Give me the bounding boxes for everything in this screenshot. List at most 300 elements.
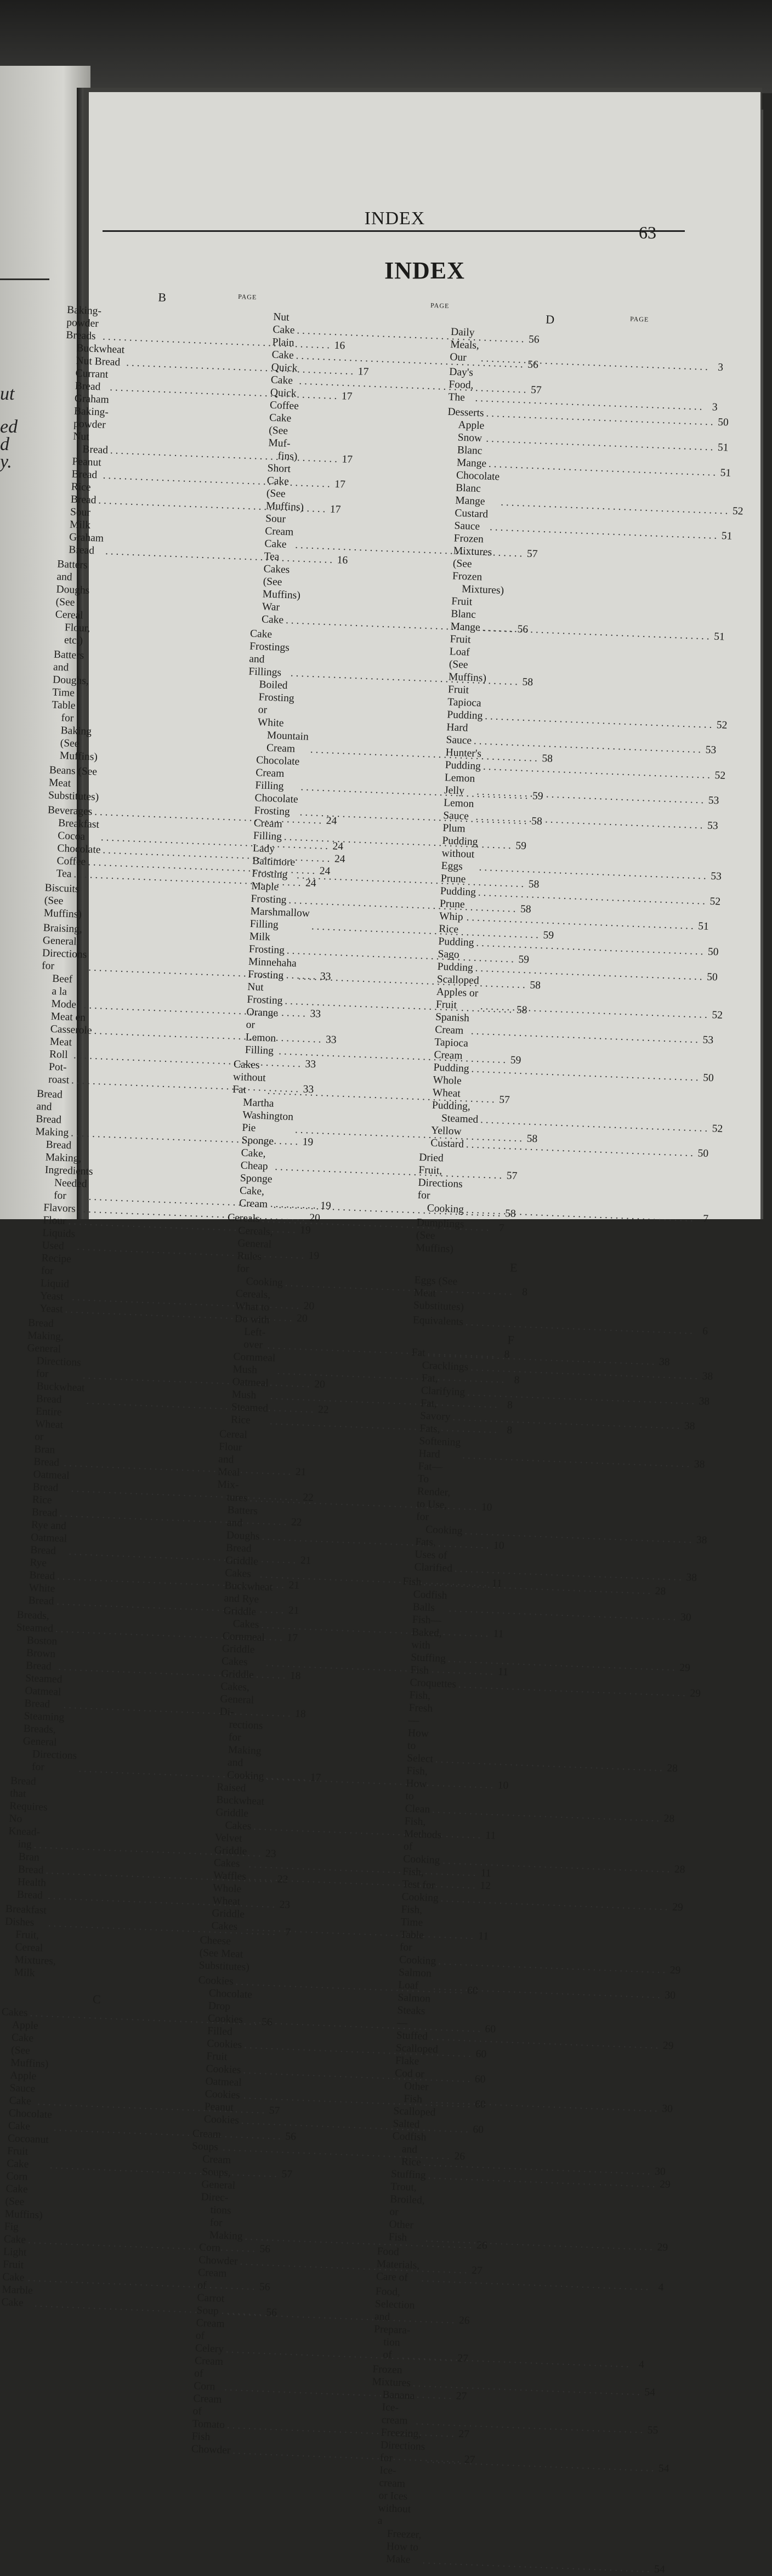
entry-title: Cream of Celery: [195, 2317, 225, 2355]
entry-title: Cakes without Fat: [232, 1058, 266, 1096]
entry-page-number: 60: [467, 1984, 479, 1997]
entry-page-number: 30: [680, 1611, 692, 1624]
entry-title: Fruit, Cereal Mixtures, Milk: [14, 1929, 56, 1979]
entry-page-number: 17: [310, 1771, 321, 1784]
entry-title: Bread Griddle Cakes: [224, 1542, 259, 1580]
entry-page-number: 11: [493, 1628, 504, 1640]
page-title: INDEX: [384, 257, 465, 284]
entry-title: Hunter's Pudding: [445, 747, 482, 772]
entry-title: Beef a la Mode: [51, 973, 77, 1011]
entry-page-number: 16: [334, 339, 345, 352]
entry-title: Dried Fruit, Directions for: [417, 1151, 463, 1202]
entry-page-number: 8: [514, 1374, 520, 1386]
entry-title: Fish, Test for Cooking: [401, 1866, 439, 1904]
index-entry: [430, 821, 722, 883]
entry-title: Entire Wheat or Bran Bread: [33, 1406, 64, 1469]
entry-title: Whole Wheat Pudding,: [432, 1074, 471, 1113]
entry-title: Oatmeal Cookies: [205, 2075, 242, 2101]
entry-title: Flavors: [43, 1202, 76, 1215]
entry-title: Whole Wheat Griddle Cakes: [211, 1882, 245, 1933]
entry-page-number: 58: [526, 1133, 538, 1145]
entry-title: Fig Cake: [3, 2221, 26, 2246]
entry-page-number: 33: [305, 1058, 316, 1071]
entry-title: Fruit Tapioca Pudding: [446, 684, 483, 722]
entry-page-number: 53: [707, 820, 718, 832]
entry-title-continued: Other Fish: [403, 2080, 429, 2106]
entry-page-number: 59: [510, 1054, 521, 1067]
entry-title: Peanut Bread: [71, 456, 102, 481]
entry-title: Cheese (See Meat Substitutes): [198, 1934, 250, 1974]
index-entry: [373, 2285, 645, 2371]
entry-page-number: 56: [266, 2306, 277, 2319]
entry-page-number: 58: [531, 815, 543, 828]
entry-title: Fish: [402, 1576, 422, 1588]
entry-page-number: 52: [716, 719, 728, 731]
entry-page-number: 26: [476, 2239, 487, 2252]
entry-page-number: 51: [721, 530, 733, 542]
entry-page-number: 53: [708, 794, 719, 807]
entry-title-continued: Flour, etc.): [64, 622, 90, 647]
entry-title: Buckwheat Nut Bread: [76, 342, 125, 368]
entry-title-continued: Cooking: [226, 1769, 264, 1783]
entry-page-number: 23: [277, 1873, 288, 1886]
index-entry: [365, 2464, 666, 2575]
entry-title: Marshmallow Filling: [249, 905, 310, 931]
entry-title: Prune Pudding: [440, 873, 476, 899]
entry-title: Baking-powder Breads: [66, 304, 102, 343]
index-entry: [388, 1903, 681, 1977]
entry-title: Hard Sauce: [446, 721, 472, 747]
entry-title: Cream of Tomato: [192, 2392, 225, 2431]
entry-title: Sponge Cake, Cheap: [240, 1134, 274, 1173]
entry-title: Scalloped Salted Codfish: [392, 2105, 436, 2143]
entry-title: Cereal Flour and Meal Mix-: [217, 1428, 248, 1491]
header-rule: [103, 230, 685, 232]
entry-title: Yellow Custard: [430, 1124, 464, 1150]
entry-page-number: 57: [526, 548, 538, 560]
entry-title: Braising, General Directions for: [41, 922, 87, 972]
entry-page-number: 11: [480, 1867, 491, 1880]
index-entry: [251, 550, 439, 607]
entry-page-number: 60: [485, 2023, 496, 2035]
entry-page-number: 3: [712, 401, 718, 413]
entry-title: Boiled Frosting or White: [257, 679, 295, 730]
entry-page-number: 17: [330, 503, 341, 516]
background-top: [0, 0, 772, 93]
entry-title: Waffles: [213, 1869, 247, 1883]
index-entry: [54, 558, 247, 653]
entry-title: Fruit Loaf (See Muffins): [448, 633, 487, 684]
entry-title: Cookies: [198, 1974, 234, 1988]
entry-title: Minnehaha Frosting: [247, 956, 297, 982]
entry-page-number: 19: [320, 1199, 332, 1212]
entry-title: Martha Washington Pie: [242, 1096, 294, 1134]
entry-title: Fish, Time Table for Cooking: [399, 1903, 436, 1967]
entry-page-number: 20: [309, 1212, 321, 1224]
index-entry: [376, 2245, 664, 2294]
entry-title: Plain Cake: [271, 336, 295, 362]
entry-title: Apple Snow: [457, 419, 485, 445]
entry-page-number: 58: [530, 979, 541, 992]
index-entry: [394, 1764, 675, 1825]
entry-page-number: 28: [667, 1762, 678, 1775]
entry-page-number: 20: [314, 1378, 326, 1391]
page-column-label: PAGE: [237, 292, 257, 302]
entry-page-number: 58: [542, 753, 553, 765]
entry-title-continued: Directions for: [36, 1355, 82, 1380]
entry-page-number: 23: [265, 1847, 277, 1860]
entry-title: Chocolate Drop Cookies: [207, 1987, 253, 2026]
entry-page-number: 54: [654, 2563, 666, 2575]
entry-page-number: 56: [259, 2281, 271, 2293]
entry-title: Cakes: [1, 2006, 28, 2019]
entry-page-number: 60: [474, 2073, 486, 2085]
section-letter: F: [507, 1333, 515, 1347]
entry-title: Fat: [411, 1346, 425, 1359]
entry-page-number: 38: [702, 1370, 713, 1383]
entry-page-number: 33: [310, 1008, 321, 1020]
entry-page-number: 12: [480, 1880, 491, 1892]
entry-page-number: 22: [291, 1516, 302, 1529]
entry-title: Scalloped Apples or Fruit: [435, 973, 480, 1011]
entry-title: Salmon Loaf: [398, 1966, 432, 1992]
entry-page-number: 38: [686, 1572, 697, 1584]
entry-title: Chocolate Cream Filling: [255, 754, 300, 793]
section-letter: B: [157, 290, 167, 304]
section-letter: E: [509, 1260, 518, 1275]
entry-title: Graham Baking-powder Nut: [72, 393, 110, 443]
entry-title-continued: Needed for: [53, 1177, 87, 1202]
entry-page-number: 3: [717, 361, 724, 374]
entry-title: Day's Food, The: [448, 366, 474, 404]
entry-title: Buckwheat Bread: [36, 1380, 85, 1406]
entry-page-number: 18: [294, 1708, 306, 1720]
entry-title: Lemon Jelly: [444, 772, 475, 797]
entry-page-number: 52: [714, 770, 726, 782]
entry-page-number: 59: [518, 953, 530, 966]
page-column-label: PAGE: [430, 301, 450, 310]
entry-page-number: 23: [279, 1898, 291, 1911]
entry-page-number: 60: [475, 2048, 487, 2060]
entry-title: Rice Bread: [31, 1494, 58, 1519]
entry-page-number: 58: [522, 676, 533, 689]
entry-title: Steaming Breads, General: [22, 1710, 65, 1749]
entry-page-number: 28: [655, 1585, 666, 1597]
entry-title-continued: Cooking: [425, 1523, 463, 1537]
entry-title: Cereals, General Rules for: [236, 1225, 274, 1275]
entry-page-number: 22: [302, 1492, 314, 1504]
entry-title: Breads, Steamed: [16, 1609, 54, 1635]
entry-title-continued: Freezer, How to Make: [385, 2528, 422, 2566]
entry-page-number: 55: [647, 2424, 659, 2437]
entry-title: Plum Pudding without Eggs: [441, 822, 478, 873]
entry-title: Fish Croquettes: [410, 1664, 457, 1691]
entry-page-number: 57: [281, 2168, 293, 2181]
index-entry: [396, 1688, 678, 1775]
entry-title: Steamed Rice: [230, 1401, 269, 1426]
entry-title-continued: tures: [226, 1492, 248, 1504]
entry-page-number: 20: [296, 1312, 308, 1325]
entry-page-number: 6: [702, 1325, 708, 1338]
entry-page-number: 38: [694, 1458, 705, 1471]
entry-page-number: 52: [709, 895, 721, 908]
entry-page-number: 56: [285, 2130, 297, 2143]
index-page: [1, 92, 760, 2575]
entry-title: Corn Cake (See Muffins): [4, 2170, 43, 2221]
entry-title: Rice Bread: [70, 481, 96, 507]
entry-title: Fish—Baked, with Stuffing: [410, 1614, 446, 1665]
entry-title: Fat—To Render, to Use, for: [416, 1460, 451, 1523]
entry-title: Chocolate Cake: [8, 2107, 53, 2133]
entry-page-number: 27: [456, 2390, 467, 2403]
entry-title: Sour Milk Graham Bread: [68, 506, 104, 557]
entry-title: Rye Bread: [29, 1557, 55, 1582]
entry-page-number: 27: [464, 2454, 475, 2466]
entry-page-number: 33: [320, 970, 331, 983]
entry-page-number: 50: [707, 946, 719, 958]
entry-page-number: 7: [285, 1926, 291, 1938]
index-entry: [3, 1928, 194, 1986]
entry-page-number: 24: [319, 865, 331, 878]
entry-title: Chocolate: [57, 843, 101, 856]
entry-page-number: 53: [710, 870, 722, 883]
entry-page-number: 58: [528, 878, 540, 891]
entry-page-number: 7: [498, 1222, 505, 1235]
entry-title-continued: and Rice: [401, 2143, 422, 2169]
entry-title: Marble Cake: [1, 2284, 33, 2309]
entry-title: Yeast: [39, 1303, 64, 1316]
entry-title-continued: ing: [18, 1838, 32, 1851]
index-entry: [0, 2018, 190, 2076]
entry-page-number: 33: [325, 1034, 337, 1046]
entry-page-number: 21: [295, 1466, 306, 1479]
entry-title-continued: Left-over: [243, 1326, 266, 1351]
index-entry: [450, 326, 724, 374]
entry-title: Cream Filling: [253, 817, 283, 843]
entry-title: Cocoanut Fruit Cake: [6, 2133, 49, 2170]
entry-page-number: 52: [712, 1123, 723, 1135]
entry-title: Tea Cakes (See Muffins): [262, 550, 301, 602]
left-fragment: ed: [0, 417, 18, 437]
entry-page-number: 52: [712, 1009, 723, 1021]
entry-title: Quick Cake: [270, 361, 298, 387]
entry-page-number: 8: [507, 1424, 513, 1436]
entry-page-number: 10: [493, 1539, 505, 1552]
entry-title: Cereals, What to Do with: [234, 1288, 271, 1326]
entry-title: Sour Cream Cake: [264, 513, 294, 550]
entry-title: Eggs (See Meat Substitutes): [413, 1274, 464, 1313]
entry-title: Bread and Bread Making: [35, 1088, 69, 1139]
entry-page-number: 56: [528, 333, 540, 346]
entry-page-number: 18: [290, 1670, 301, 1682]
entry-page-number: 59: [532, 790, 543, 803]
left-fragment: ut: [0, 384, 15, 404]
entry-page-number: 8: [507, 1399, 513, 1411]
index-entry: [257, 386, 446, 469]
entry-page-number: 58: [520, 903, 531, 915]
entry-title: Recipe for Liquid Yeast: [39, 1252, 72, 1303]
entry-title: Currant Bread: [75, 367, 109, 393]
entry-title: Batters and Doughs: [226, 1504, 260, 1543]
entry-title: Pot-roast: [48, 1061, 70, 1087]
entry-page-number: 54: [644, 2386, 656, 2399]
entry-title: Beans (See Meat Substitutes): [48, 764, 99, 803]
entry-title: Cream Soups, General Direc-: [201, 2153, 236, 2204]
entry-page-number: 29: [659, 2179, 671, 2191]
entry-page-number: 24: [326, 815, 337, 827]
entry-page-number: 11: [491, 1577, 503, 1590]
entry-title: Stuffing: [390, 2168, 427, 2181]
entry-title-continued: Directions for: [31, 1748, 77, 1773]
entry-page-number: 17: [341, 390, 353, 403]
entry-page-number: 57: [506, 1170, 518, 1182]
entry-title: Biscuits (See Muffins): [43, 882, 82, 920]
entry-page-number: 26: [458, 2315, 470, 2327]
dot-leader: [422, 2554, 650, 2575]
entry-title: Nut Frosting: [247, 981, 283, 1007]
entry-title: Light Fruit Cake: [2, 2246, 27, 2284]
entry-title-continued: Mixtures): [461, 583, 504, 597]
entry-title: Orange or Lemon Filling: [245, 1006, 279, 1057]
entry-page-number: 54: [658, 2463, 669, 2475]
entry-title: Tapioca Cream Pudding: [433, 1036, 470, 1075]
page-column-label: PAGE: [629, 315, 649, 323]
entry-title: Peanut Cookies: [203, 2101, 240, 2126]
left-page-rule: [0, 278, 49, 280]
entry-title: Oatmeal Bread: [32, 1469, 70, 1494]
entry-title: Breakfast Dishes: [4, 1903, 47, 1929]
entry-page-number: 4: [638, 2358, 645, 2371]
entry-page-number: 21: [288, 1579, 300, 1591]
entry-title-continued: Cakes: [225, 1819, 252, 1833]
entry-title: Steamed Oatmeal Bread: [24, 1672, 63, 1710]
entry-page-number: 27: [471, 2265, 483, 2277]
index-entry: [43, 882, 234, 926]
entry-title: White Bread: [28, 1582, 55, 1607]
entry-page-number: 29: [657, 2241, 668, 2254]
entry-page-number: 7: [702, 1213, 709, 1225]
entry-page-number: 58: [516, 1004, 527, 1016]
index-entry: [255, 462, 443, 519]
entry-title: Fat, Clarifying: [421, 1372, 466, 1398]
entry-page-number: 28: [674, 1863, 685, 1876]
entry-title: Freezing, Directions for: [379, 2426, 425, 2464]
entry-page-number: 20: [303, 1300, 315, 1312]
entry-page-number: 59: [543, 929, 554, 942]
entry-title: Frozen Mixtures (See Frozen: [452, 532, 492, 583]
entry-page-number: 57: [530, 384, 542, 396]
entry-title: Sponge Cake, Cream: [239, 1172, 273, 1210]
entry-title: Bread Making, General: [27, 1317, 64, 1355]
entry-title: Milk Frosting: [248, 930, 285, 957]
entry-page-number: 29: [669, 1964, 681, 1977]
entry-title-continued: Steamed: [441, 1112, 479, 1125]
entry-page-number: 53: [705, 744, 717, 757]
index-entry: [48, 764, 239, 809]
entry-page-number: 38: [699, 1395, 710, 1408]
entry-title: Batters and Doughs, Time Table: [52, 649, 89, 712]
entry-title: Frozen Mixtures: [372, 2363, 411, 2389]
entry-title: Coffee: [56, 855, 86, 868]
entry-title: Tea: [56, 867, 72, 880]
entry-title: Dumplings (See Muffins): [415, 1216, 464, 1255]
entry-page-number: [718, 693, 731, 694]
entry-title: Nut Cake: [273, 311, 295, 337]
entry-page-number: 21: [288, 1605, 299, 1617]
entry-title: Cornmeal Mush: [232, 1351, 276, 1377]
entry-title: War Cake: [261, 601, 284, 626]
entry-page-number: 38: [696, 1534, 707, 1546]
entry-title-continued: tions for Making: [209, 2204, 243, 2243]
entry-page-number: 51: [717, 441, 729, 454]
entry-title: Rye and Oatmeal Bread: [30, 1519, 67, 1557]
entry-page-number: 52: [732, 505, 743, 518]
running-head: INDEX: [364, 208, 425, 229]
entry-page-number: 24: [332, 840, 344, 853]
left-fragment: d: [0, 434, 9, 454]
entry-title: Cream Soups: [191, 2128, 222, 2153]
entry-title: Lady Baltimore Frosting: [251, 843, 296, 881]
entry-page-number: 29: [690, 1687, 701, 1700]
entry-title: Flour: [42, 1214, 67, 1227]
index-entry: [0, 2169, 185, 2227]
entry-page-number: 29: [679, 1662, 691, 1674]
entry-title: Fats, Softening Hard: [418, 1423, 461, 1460]
entry-title: Food Materials, Care of: [376, 2245, 420, 2284]
entry-title: Lemon Sauce: [442, 797, 474, 822]
entry-page-number: 24: [334, 853, 345, 866]
section-letter: D: [545, 312, 555, 327]
entry-page-number: 51: [713, 630, 725, 643]
entry-title: Fish, How to Clean: [405, 1765, 430, 1816]
entry-page-number: 11: [478, 1930, 489, 1942]
entry-page-number: 26: [454, 2150, 466, 2163]
entry-title: Equivalents: [412, 1314, 464, 1328]
entry-title: Cornmeal Griddle Cakes: [221, 1630, 265, 1668]
entry-page-number: 50: [706, 971, 718, 983]
entry-title: Fat, Savory: [419, 1397, 451, 1423]
entry-page-number: 19: [308, 1250, 320, 1262]
entry-title: Spanish Cream: [434, 1011, 470, 1037]
entry-title: Scalloped Flake Cod or: [394, 2042, 439, 2080]
entry-title: Fish Chowder: [191, 2430, 231, 2456]
entry-title: Rice Pudding: [438, 923, 474, 949]
entry-page-number: 38: [659, 1356, 671, 1368]
entry-title: Fish, Methods of Cooking: [402, 1815, 442, 1867]
entry-title: Maple Frosting: [251, 880, 287, 906]
index-entry: [377, 2180, 668, 2254]
entry-page-number: 27: [457, 2352, 469, 2365]
entry-title: Fats, Uses of Clarified: [414, 1536, 453, 1574]
entry-page-number: 28: [663, 1812, 675, 1825]
entry-page-number: 10: [481, 1501, 492, 1514]
entry-page-number: 17: [342, 453, 353, 466]
entry-page-number: 33: [303, 1083, 314, 1096]
section-letter: C: [92, 1992, 101, 2006]
entry-title: Cracklings: [422, 1360, 469, 1373]
entry-title: Buckwheat and Rye Griddle: [223, 1580, 273, 1618]
entry-title: Short Cake (See Muffins): [265, 462, 304, 514]
entry-title: Meat Roll: [49, 1036, 72, 1061]
index-entry: [416, 1216, 614, 1262]
entry-page-number: 30: [661, 2103, 673, 2115]
index-entry: [438, 633, 637, 691]
entry-title: Liquids Used: [42, 1227, 76, 1253]
entry-title-continued: Cooking: [427, 1202, 464, 1216]
entry-page-number: 8: [504, 1349, 510, 1361]
entry-page-number: 59: [515, 840, 527, 852]
entry-title: Trout, Broiled, or Other Fish: [388, 2181, 425, 2244]
